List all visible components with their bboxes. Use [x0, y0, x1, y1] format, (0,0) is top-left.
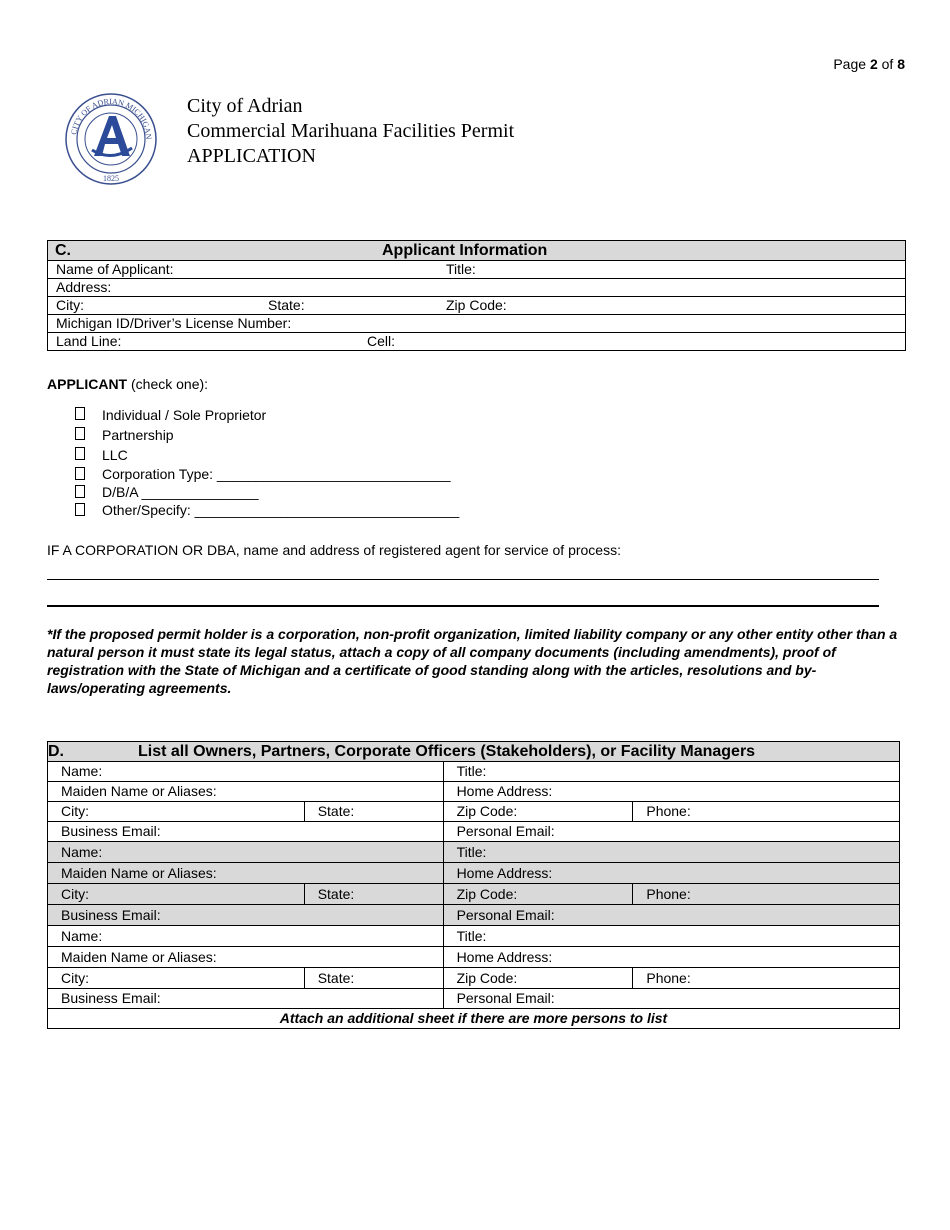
- person-city-field[interactable]: City:: [48, 968, 305, 989]
- person-1-email-row: [48, 822, 900, 842]
- section-c-letter: C.: [55, 242, 71, 259]
- checkbox-square-icon[interactable]: [75, 407, 85, 420]
- applicant-city-row[interactable]: City: State: Zip Code:: [48, 297, 906, 315]
- applicant-address-row[interactable]: Address:: [48, 279, 906, 297]
- checkbox-square-icon[interactable]: [75, 503, 85, 516]
- agent-line-2[interactable]: [47, 605, 879, 607]
- person-city-field[interactable]: City:: [48, 802, 305, 822]
- checkbox-square-icon[interactable]: [75, 467, 85, 480]
- person-2-name-row: [48, 842, 900, 863]
- applicant-information-table: [47, 240, 906, 351]
- svg-text:1825: 1825: [103, 174, 119, 183]
- person-personal-email-field[interactable]: Personal Email:: [443, 822, 899, 842]
- person-phone-field[interactable]: Phone:: [633, 968, 900, 989]
- person-phone-field[interactable]: Phone:: [633, 884, 900, 905]
- header-application: APPLICATION: [187, 145, 316, 167]
- person-title-field[interactable]: Title:: [443, 926, 899, 947]
- person-3-name-row: [48, 926, 900, 947]
- person-2-city-row: [48, 884, 900, 905]
- person-personal-email-field[interactable]: Personal Email:: [443, 905, 899, 926]
- section-c-title: Applicant Information: [382, 242, 548, 259]
- stakeholders-table: [47, 741, 900, 1029]
- section-d-title: List all Owners, Partners, Corporate Officers (Stakeholders), or Facility Managers: [138, 743, 756, 760]
- person-3-email-row: [48, 989, 900, 1009]
- person-1-name-row: [48, 762, 900, 782]
- person-business-email-field[interactable]: Business Email:: [48, 905, 444, 926]
- checkbox-square-icon[interactable]: [75, 447, 85, 460]
- person-state-field[interactable]: State:: [304, 802, 443, 822]
- section-d-letter: D.: [48, 743, 64, 760]
- person-2-email-row: [48, 905, 900, 926]
- person-maiden-field[interactable]: Maiden Name or Aliases:: [48, 782, 444, 802]
- person-maiden-field[interactable]: Maiden Name or Aliases:: [48, 863, 444, 884]
- svg-text:CITY OF ADRIAN MICHIGAN: CITY OF ADRIAN MICHIGAN: [69, 96, 154, 140]
- person-business-email-field[interactable]: Business Email:: [48, 989, 444, 1009]
- person-home-address-field[interactable]: Home Address:: [443, 863, 899, 884]
- person-3-maiden-row: [48, 947, 900, 968]
- person-name-field[interactable]: Name:: [48, 762, 444, 782]
- person-name-field[interactable]: Name:: [48, 926, 444, 947]
- header-city: City of Adrian: [187, 95, 303, 117]
- header-permit: Commercial Marihuana Facilities Permit: [187, 120, 515, 142]
- person-city-field[interactable]: City:: [48, 884, 305, 905]
- person-title-field[interactable]: Title:: [443, 762, 899, 782]
- checkbox-square-icon[interactable]: [75, 427, 85, 440]
- person-1-city-row: [48, 802, 900, 822]
- person-home-address-field[interactable]: Home Address:: [443, 947, 899, 968]
- checkbox-square-icon[interactable]: [75, 485, 85, 498]
- person-title-field[interactable]: Title:: [443, 842, 899, 863]
- person-3-city-row: [48, 968, 900, 989]
- applicant-name-row[interactable]: Name of Applicant: Title:: [48, 261, 906, 279]
- person-1-maiden-row: [48, 782, 900, 802]
- registered-agent-prompt: IF A CORPORATION OR DBA, name and address of registered agent for service of process:: [47, 542, 621, 558]
- applicant-phone-row[interactable]: Land Line: Cell:: [48, 333, 906, 351]
- additional-sheet-note: Attach an additional sheet if there are more persons to list: [48, 1009, 900, 1029]
- applicant-license-row[interactable]: Michigan ID/Driver’s License Number:: [48, 315, 906, 333]
- person-2-maiden-row: [48, 863, 900, 884]
- page-number: Page 2 of 8: [833, 56, 905, 72]
- person-state-field[interactable]: State:: [304, 884, 443, 905]
- city-seal-logo: [64, 92, 158, 186]
- legal-status-note: *If the proposed permit holder is a corporation, non-profit organization, limited liability company or any other entity other than a natural person it must state its legal status, attach a copy of all company documents (including amendments), proof of registration with the State of Michigan and a certificate of good standing along with the articles, resolutions and by-laws/operating agreements.: [47, 626, 898, 696]
- person-zip-field[interactable]: Zip Code:: [443, 968, 633, 989]
- person-state-field[interactable]: State:: [304, 968, 443, 989]
- person-business-email-field[interactable]: Business Email:: [48, 822, 444, 842]
- person-zip-field[interactable]: Zip Code:: [443, 802, 633, 822]
- person-home-address-field[interactable]: Home Address:: [443, 782, 899, 802]
- person-zip-field[interactable]: Zip Code:: [443, 884, 633, 905]
- person-maiden-field[interactable]: Maiden Name or Aliases:: [48, 947, 444, 968]
- applicant-type-label: APPLICANT (check one):: [47, 376, 209, 392]
- person-name-field[interactable]: Name:: [48, 842, 444, 863]
- person-phone-field[interactable]: Phone:: [633, 802, 900, 822]
- document-header: [187, 94, 514, 169]
- person-personal-email-field[interactable]: Personal Email:: [443, 989, 899, 1009]
- agent-line-1[interactable]: [47, 579, 879, 580]
